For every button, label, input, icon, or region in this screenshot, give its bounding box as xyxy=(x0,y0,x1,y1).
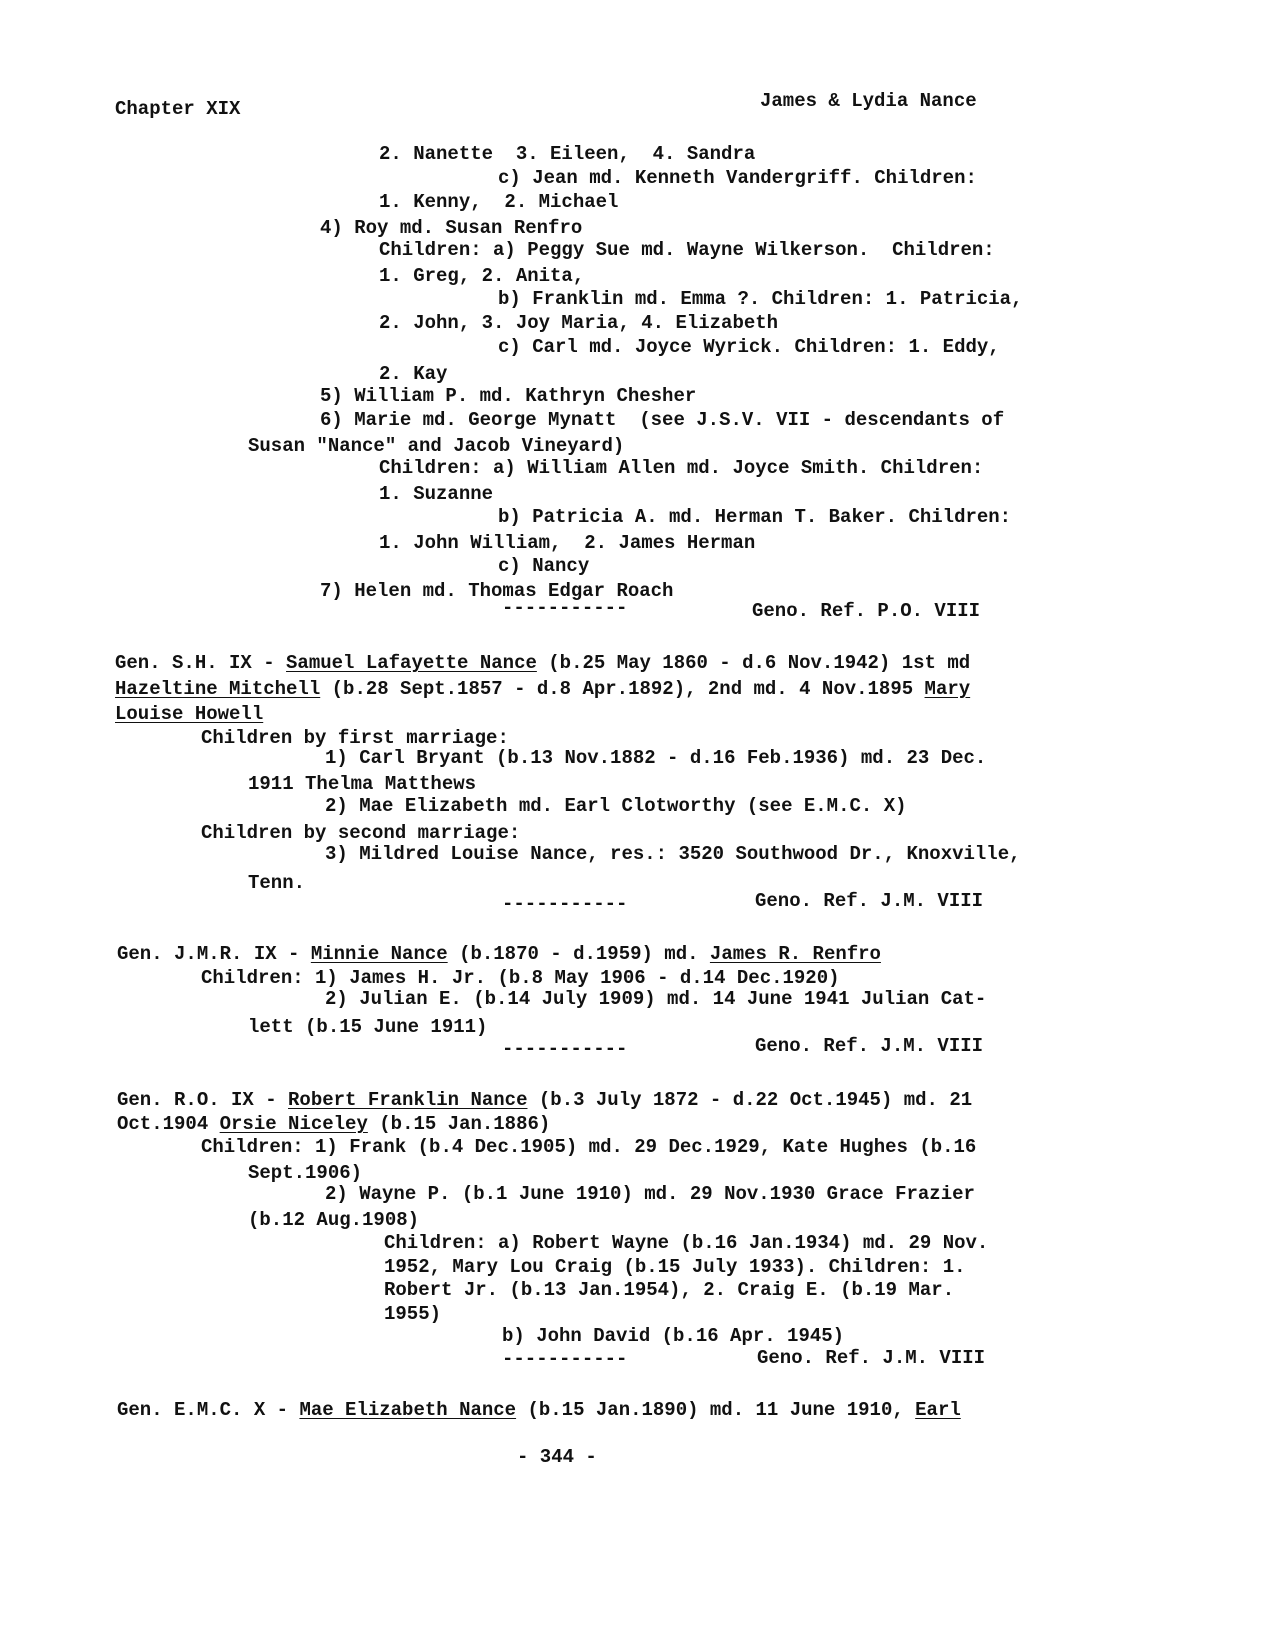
separator-line: ----------- xyxy=(502,893,628,915)
text-line: 1955) xyxy=(384,1303,442,1325)
text-line: (b.12 Aug.1908) xyxy=(248,1209,420,1231)
text-line: Louise Howell xyxy=(115,703,264,725)
text-line: Gen. E.M.C. X - Mae Elizabeth Nance (b.15 Jan.1890) md. 11 June 1910, Earl xyxy=(117,1399,961,1421)
text-line: Susan "Nance" and Jacob Vineyard) xyxy=(248,435,625,457)
text-line: Children: a) William Allen md. Joyce Smith. Children: xyxy=(379,457,984,479)
text-line: 1911 Thelma Matthews xyxy=(248,773,477,795)
text-line: b) Patricia A. md. Herman T. Baker. Children: xyxy=(498,506,1012,528)
text-line: Children by second marriage: xyxy=(201,822,521,844)
text-line: 5) William P. md. Kathryn Chesher xyxy=(320,385,697,407)
text-line: Hazeltine Mitchell (b.28 Sept.1857 - d.8 Apr.1892), 2nd md. 4 Nov.1895 Mary xyxy=(115,678,971,700)
text-line: 2) Julian E. (b.14 July 1909) md. 14 June 1941 Julian Cat- xyxy=(325,988,987,1010)
text-line: 4) Roy md. Susan Renfro xyxy=(320,217,583,239)
geno-reference: Geno. Ref. P.O. VIII xyxy=(752,600,981,622)
chapter-heading: Chapter XIX xyxy=(115,98,241,120)
text-line: c) Carl md. Joyce Wyrick. Children: 1. Eddy, xyxy=(498,336,1000,358)
text-line: b) Franklin md. Emma ?. Children: 1. Patricia, xyxy=(498,288,1023,310)
text-line: 2. John, 3. Joy Maria, 4. Elizabeth xyxy=(379,312,779,334)
text-line: 2) Mae Elizabeth md. Earl Clotworthy (see E.M.C. X) xyxy=(325,795,907,817)
text-line: 7) Helen md. Thomas Edgar Roach xyxy=(320,580,674,602)
separator-line: ----------- xyxy=(502,597,628,619)
family-heading: James & Lydia Nance xyxy=(760,90,977,112)
text-line: 6) Marie md. George Mynatt (see J.S.V. VII - descendants of xyxy=(320,409,1005,431)
text-line: 1. Greg, 2. Anita, xyxy=(379,265,585,287)
text-line: 1. Suzanne xyxy=(379,483,494,505)
text-line: 1. Kenny, 2. Michael xyxy=(379,191,619,213)
text-line: Tenn. xyxy=(248,872,306,894)
text-line: Children by first marriage: xyxy=(201,727,509,749)
text-line: 1952, Mary Lou Craig (b.15 July 1933). Children: 1. xyxy=(384,1256,966,1278)
text-line: Robert Jr. (b.13 Jan.1954), 2. Craig E. (b.19 Mar. xyxy=(384,1279,955,1301)
text-line: Children: a) Robert Wayne (b.16 Jan.1934) md. 29 Nov. xyxy=(384,1232,989,1254)
text-line: Gen. R.O. IX - Robert Franklin Nance (b.3 July 1872 - d.22 Oct.1945) md. 21 xyxy=(117,1089,973,1111)
separator-line: ----------- xyxy=(502,1348,628,1370)
text-line: 1) Carl Bryant (b.13 Nov.1882 - d.16 Feb.1936) md. 23 Dec. xyxy=(325,747,987,769)
text-line: 1. John William, 2. James Herman xyxy=(379,532,756,554)
text-line: Children: 1) Frank (b.4 Dec.1905) md. 29 Dec.1929, Kate Hughes (b.16 xyxy=(201,1136,977,1158)
geno-reference: Geno. Ref. J.M. VIII xyxy=(755,1035,984,1057)
text-line: c) Jean md. Kenneth Vandergriff. Children: xyxy=(498,167,977,189)
separator-line: ----------- xyxy=(502,1038,628,1060)
text-line: 2. Kay xyxy=(379,363,448,385)
text-line: Children: a) Peggy Sue md. Wayne Wilkerson. Children: xyxy=(379,239,995,261)
text-line: Children: 1) James H. Jr. (b.8 May 1906 - d.14 Dec.1920) xyxy=(201,967,840,989)
text-line: Gen. J.M.R. IX - Minnie Nance (b.1870 - d.1959) md. James R. Renfro xyxy=(117,943,881,965)
text-line: Gen. S.H. IX - Samuel Lafayette Nance (b.25 May 1860 - d.6 Nov.1942) 1st md xyxy=(115,652,971,674)
geno-reference: Geno. Ref. J.M. VIII xyxy=(757,1347,986,1369)
page-number: - 344 - xyxy=(517,1446,597,1468)
text-line: 2. Nanette 3. Eileen, 4. Sandra xyxy=(379,143,756,165)
text-line: Sept.1906) xyxy=(248,1162,363,1184)
text-line: 3) Mildred Louise Nance, res.: 3520 Southwood Dr., Knoxville, xyxy=(325,843,1021,865)
text-line: 2) Wayne P. (b.1 June 1910) md. 29 Nov.1930 Grace Frazier xyxy=(325,1183,975,1205)
text-line: c) Nancy xyxy=(498,555,590,577)
geno-reference: Geno. Ref. J.M. VIII xyxy=(755,890,984,912)
text-line: lett (b.15 June 1911) xyxy=(248,1016,488,1038)
text-line: Oct.1904 Orsie Niceley (b.15 Jan.1886) xyxy=(117,1113,551,1135)
text-line: b) John David (b.16 Apr. 1945) xyxy=(502,1325,845,1347)
